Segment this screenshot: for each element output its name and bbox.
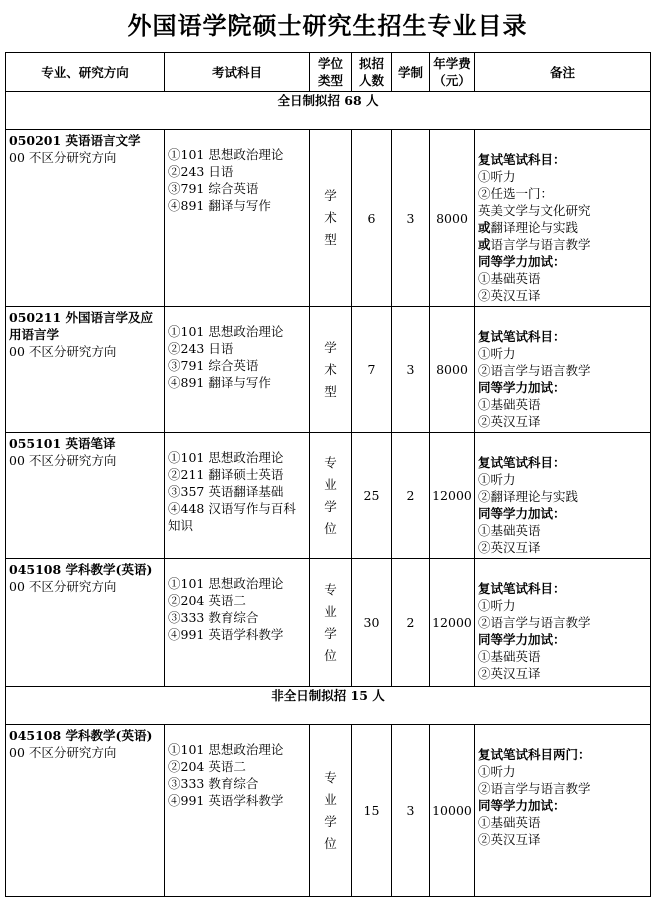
note-text: ②语言学与语言教学 <box>478 781 591 796</box>
exam-subjects-cell <box>165 433 310 559</box>
research-direction: 00 不区分研究方向 <box>9 344 117 359</box>
note-line <box>478 345 647 362</box>
exam-subject: ②243 日语 <box>168 341 234 356</box>
notes-cell <box>475 433 651 559</box>
program-row <box>6 307 651 433</box>
fee-cell: 8000 <box>430 130 475 307</box>
degree-type-cell <box>310 307 352 433</box>
degree-type-char: 学 <box>324 498 337 514</box>
research-direction: 00 不区分研究方向 <box>9 579 117 594</box>
note-text: 复试笔试科目： <box>478 152 566 167</box>
note-line <box>478 151 647 168</box>
major-name: 050211 外国语言学及应用语言学 <box>9 310 154 342</box>
degree-type-char: 业 <box>324 603 337 619</box>
exam-subject: ②211 翻译硕士英语 <box>168 467 284 482</box>
degree-type-text <box>324 579 338 667</box>
degree-type-text <box>324 767 338 855</box>
exam-subject-list <box>168 575 306 643</box>
note-line <box>478 236 647 253</box>
program-row <box>6 433 651 559</box>
major-name: 055101 英语笔译 <box>9 436 116 451</box>
exam-subject: ④891 翻译与写作 <box>168 198 271 213</box>
degree-type-char: 学 <box>324 625 337 641</box>
note-line <box>478 505 647 522</box>
degree-type-char: 业 <box>324 791 337 807</box>
note-line <box>478 539 647 556</box>
degree-type-text <box>324 337 338 403</box>
exam-subject-list <box>168 323 306 391</box>
degree-type-cell <box>310 130 352 307</box>
note-text: ①基础英语 <box>478 649 541 664</box>
quota-cell: 15 <box>352 725 392 897</box>
degree-type-cell <box>310 725 352 897</box>
exam-subject: ①101 思想政治理论 <box>168 576 284 591</box>
note-line <box>478 763 647 780</box>
note-text: ①听力 <box>478 472 516 487</box>
note-line <box>478 814 647 831</box>
degree-type-char: 术 <box>324 210 337 225</box>
degree-type-char: 学 <box>324 339 337 355</box>
note-text: 复试笔试科目： <box>478 581 566 596</box>
header-row <box>6 53 651 92</box>
header-quota: 拟招 人数 <box>352 53 392 92</box>
note-text: 复试笔试科目两门： <box>478 747 591 762</box>
years-cell: 3 <box>392 307 430 433</box>
header-notes: 备注 <box>475 53 651 92</box>
years-cell: 2 <box>392 433 430 559</box>
exam-subject: ③333 教育综合 <box>168 776 259 791</box>
note-line <box>478 253 647 270</box>
quota-cell: 6 <box>352 130 392 307</box>
major-name: 045108 学科教学(英语) <box>9 728 153 743</box>
fee-cell: 12000 <box>430 559 475 687</box>
note-text: 同等学力加试： <box>478 632 566 647</box>
degree-type-char: 专 <box>324 454 337 470</box>
major-name: 050201 英语语言文学 <box>9 133 141 148</box>
note-line <box>478 362 647 379</box>
major-cell <box>6 725 165 897</box>
note-line <box>478 746 647 763</box>
years-cell: 3 <box>392 725 430 897</box>
exam-subjects-cell <box>165 307 310 433</box>
section-label: 全日制拟招 68 人 <box>6 92 651 130</box>
note-line <box>478 287 647 304</box>
degree-type-char: 专 <box>324 769 337 785</box>
exam-subject: ④891 翻译与写作 <box>168 375 271 390</box>
degree-type-char: 术 <box>324 361 337 377</box>
note-text: ②语言学与语言教学 <box>478 615 591 630</box>
note-line <box>478 831 647 848</box>
major-cell <box>6 130 165 307</box>
note-text: ①基础英语 <box>478 271 541 286</box>
note-text: 同等学力加试： <box>478 506 566 521</box>
fee-cell: 10000 <box>430 725 475 897</box>
fee-cell: 8000 <box>430 307 475 433</box>
quota-cell: 7 <box>352 307 392 433</box>
exam-subject: ①101 思想政治理论 <box>168 742 284 757</box>
note-line <box>478 379 647 396</box>
note-text: ①听力 <box>478 346 516 361</box>
degree-type-char: 位 <box>324 647 337 663</box>
degree-type-char: 业 <box>324 476 337 492</box>
degree-type-char: 位 <box>324 835 337 851</box>
major-cell <box>6 559 165 687</box>
degree-type-char: 型 <box>324 232 337 247</box>
note-line <box>478 202 647 219</box>
exam-subject: ③791 综合英语 <box>168 181 259 196</box>
note-text: 复试笔试科目： <box>478 455 566 470</box>
header-major: 专业、研究方向 <box>6 53 165 92</box>
exam-subject: ①101 思想政治理论 <box>168 450 284 465</box>
exam-subject: ②204 英语二 <box>168 759 246 774</box>
note-line <box>478 597 647 614</box>
notes-cell <box>475 130 651 307</box>
note-prefix: 或 <box>478 237 491 252</box>
page-title: 外国语学院硕士研究生招生专业目录 <box>127 11 528 40</box>
exam-subject-list <box>168 449 306 534</box>
note-text: 同等学力加试： <box>478 380 566 395</box>
degree-type-char: 位 <box>324 520 337 536</box>
note-text: 翻译理论与实践 <box>490 220 579 235</box>
header-degree-type: 学位 类型 <box>310 53 352 92</box>
note-text: 英美文学与文化研究 <box>478 203 591 218</box>
major-name: 045108 学科教学(英语) <box>9 562 153 577</box>
exam-subject-list <box>168 146 306 214</box>
note-text: ①听力 <box>478 764 516 779</box>
header-years: 学制 <box>392 53 430 92</box>
major-cell <box>6 433 165 559</box>
exam-subject: ①101 思想政治理论 <box>168 147 284 162</box>
note-text: ①听力 <box>478 598 516 613</box>
note-line <box>478 648 647 665</box>
degree-type-text <box>324 185 338 251</box>
research-direction: 00 不区分研究方向 <box>9 150 117 165</box>
note-line <box>478 270 647 287</box>
notes-list <box>478 580 647 682</box>
degree-type-text <box>324 452 338 540</box>
exam-subjects-cell <box>165 559 310 687</box>
degree-type-char: 学 <box>324 188 337 203</box>
notes-cell <box>475 559 651 687</box>
exam-subject-list <box>168 741 306 809</box>
exam-subject: ④448 汉语写作与百科知识 <box>168 501 296 533</box>
program-row <box>6 130 651 307</box>
note-text: ①基础英语 <box>478 815 541 830</box>
note-text: ①基础英语 <box>478 397 541 412</box>
note-text: 复试笔试科目： <box>478 329 566 344</box>
research-direction: 00 不区分研究方向 <box>9 745 117 760</box>
notes-cell <box>475 307 651 433</box>
exam-subject: ④991 英语学科教学 <box>168 793 284 808</box>
section-row <box>6 687 651 725</box>
program-row <box>6 725 651 897</box>
years-cell: 3 <box>392 130 430 307</box>
note-line <box>478 168 647 185</box>
notes-cell <box>475 725 651 897</box>
note-text: ①基础英语 <box>478 523 541 538</box>
note-text: ②英汉互译 <box>478 540 541 555</box>
quota-cell: 25 <box>352 433 392 559</box>
note-text: ②英汉互译 <box>478 666 541 681</box>
exam-subject: ③791 综合英语 <box>168 358 259 373</box>
note-line <box>478 614 647 631</box>
fee-cell: 12000 <box>430 433 475 559</box>
note-line <box>478 780 647 797</box>
degree-type-cell <box>310 559 352 687</box>
note-text: ②任选一门： <box>478 186 554 201</box>
note-text: ②翻译理论与实践 <box>478 489 579 504</box>
exam-subjects-cell <box>165 130 310 307</box>
note-line <box>478 396 647 413</box>
note-text: ②英汉互译 <box>478 832 541 847</box>
degree-type-char: 型 <box>324 383 337 399</box>
quota-cell: 30 <box>352 559 392 687</box>
note-text: 同等学力加试： <box>478 798 566 813</box>
note-text: ②语言学与语言教学 <box>478 363 591 378</box>
research-direction: 00 不区分研究方向 <box>9 453 117 468</box>
exam-subject: ②204 英语二 <box>168 593 246 608</box>
note-line <box>478 328 647 345</box>
notes-list <box>478 151 647 304</box>
exam-subject: ③357 英语翻译基础 <box>168 484 284 499</box>
exam-subject: ②243 日语 <box>168 164 234 179</box>
degree-type-char: 专 <box>324 581 337 597</box>
major-cell <box>6 307 165 433</box>
notes-list <box>478 454 647 556</box>
note-line <box>478 219 647 236</box>
note-line <box>478 185 647 202</box>
note-text: ②英汉互译 <box>478 414 541 429</box>
note-text: 语言学与语言教学 <box>490 237 591 252</box>
note-line <box>478 631 647 648</box>
note-text: ②英汉互译 <box>478 288 541 303</box>
notes-list <box>478 328 647 430</box>
note-text: 同等学力加试： <box>478 254 566 269</box>
section-label: 非全日制拟招 15 人 <box>6 687 651 725</box>
note-text: ①听力 <box>478 169 516 184</box>
note-prefix: 或 <box>478 220 491 235</box>
note-line <box>478 488 647 505</box>
header-fee: 年学费 （元） <box>430 53 475 92</box>
exam-subject: ③333 教育综合 <box>168 610 259 625</box>
note-line <box>478 413 647 430</box>
section-row <box>6 92 651 130</box>
note-line <box>478 580 647 597</box>
program-row <box>6 559 651 687</box>
note-line <box>478 522 647 539</box>
exam-subject: ①101 思想政治理论 <box>168 324 284 339</box>
note-line <box>478 471 647 488</box>
note-line <box>478 797 647 814</box>
note-line <box>478 665 647 682</box>
years-cell: 2 <box>392 559 430 687</box>
degree-type-cell <box>310 433 352 559</box>
notes-list <box>478 746 647 848</box>
program-catalog-table <box>5 52 651 897</box>
exam-subject: ④991 英语学科教学 <box>168 627 284 642</box>
degree-type-char: 学 <box>324 813 337 829</box>
note-line <box>478 454 647 471</box>
header-subjects: 考试科目 <box>165 53 310 92</box>
exam-subjects-cell <box>165 725 310 897</box>
